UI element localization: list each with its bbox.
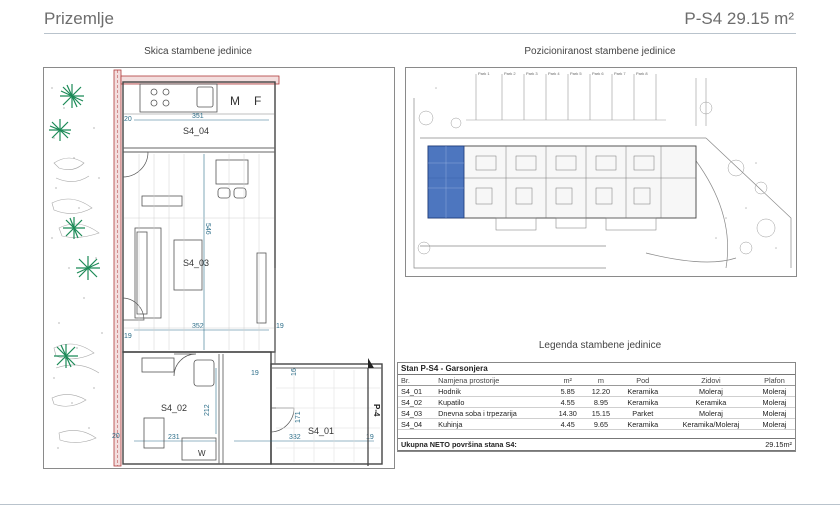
dim-20-bottom: 20 bbox=[112, 433, 120, 440]
wc-label: W bbox=[198, 449, 206, 458]
position-caption: Pozicioniranost stambene jedinice bbox=[524, 46, 676, 57]
cell-ceiling: Moleraj bbox=[754, 419, 795, 430]
cell-area: 5.85 bbox=[551, 386, 584, 397]
section-marker bbox=[368, 358, 381, 466]
tree-icons bbox=[49, 84, 100, 368]
dim-231: 231 bbox=[168, 434, 180, 441]
table-row bbox=[398, 397, 795, 408]
sketch-caption: Skica stambene jedinice bbox=[144, 46, 252, 57]
cell-purpose: Dnevna soba i trpezarija bbox=[435, 408, 551, 419]
cell-perimeter: 12.20 bbox=[584, 386, 617, 397]
total-row bbox=[398, 439, 795, 451]
dim-546: 546 bbox=[204, 223, 211, 235]
cell-number: S4_01 bbox=[398, 386, 435, 397]
cell-floor: Keramika bbox=[618, 386, 668, 397]
parking-label-8: Park 8 bbox=[636, 71, 648, 76]
cell-walls: Moleraj bbox=[668, 408, 754, 419]
svg-text:P-4: P-4 bbox=[372, 404, 381, 417]
dim-16: 16 bbox=[291, 368, 298, 376]
cell-ceiling: Moleraj bbox=[754, 408, 795, 419]
floor-plan-sketch bbox=[43, 67, 395, 469]
cell-perimeter: 15.15 bbox=[584, 408, 617, 419]
total-label: Ukupna NETO površina stana S4: bbox=[398, 439, 668, 451]
dim-351: 351 bbox=[192, 113, 204, 120]
cell-number: S4_04 bbox=[398, 419, 435, 430]
appliance-label-m: M bbox=[230, 94, 240, 108]
cell-floor: Parket bbox=[618, 408, 668, 419]
cell-floor: Keramika bbox=[618, 419, 668, 430]
parking-label-3: Park 3 bbox=[526, 71, 538, 76]
dim-19-bottom: 19 bbox=[366, 434, 374, 441]
room-label-s4-03: S4_03 bbox=[183, 258, 210, 268]
col-walls: Zidovi bbox=[668, 375, 754, 386]
parking-label-5: Park 5 bbox=[570, 71, 582, 76]
dim-332: 332 bbox=[289, 434, 301, 441]
table-row bbox=[398, 408, 795, 419]
cell-floor: Keramika bbox=[618, 397, 668, 408]
cell-area: 4.45 bbox=[551, 419, 584, 430]
page-title: Prizemlje bbox=[44, 9, 114, 28]
col-ceiling: Plafon bbox=[754, 375, 795, 386]
site-position-plan bbox=[405, 67, 797, 277]
cell-area: 4.55 bbox=[551, 397, 584, 408]
room-label-s4-01: S4_01 bbox=[308, 426, 335, 436]
appliance-label-f: F bbox=[254, 94, 262, 108]
room-label-s4-02: S4_02 bbox=[161, 403, 188, 413]
room-label-s4-04: S4_04 bbox=[183, 126, 210, 136]
table-row bbox=[398, 419, 795, 430]
floor-plan-drawing bbox=[44, 68, 394, 468]
col-floor: Pod bbox=[618, 375, 668, 386]
parking-label-7: Park 7 bbox=[614, 71, 626, 76]
header-divider bbox=[44, 33, 796, 34]
col-purpose: Namjena prostorije bbox=[435, 375, 551, 386]
cell-ceiling: Moleraj bbox=[754, 397, 795, 408]
legend-table-box bbox=[397, 362, 796, 452]
cell-number: S4_02 bbox=[398, 397, 435, 408]
cell-ceiling: Moleraj bbox=[754, 386, 795, 397]
dim-212: 212 bbox=[204, 404, 211, 416]
dim-20-top: 20 bbox=[124, 116, 132, 123]
parking-label-2: Park 2 bbox=[504, 71, 516, 76]
cell-walls: Keramika bbox=[668, 397, 754, 408]
site-plan-drawing bbox=[406, 68, 796, 276]
parking-label-4: Park 4 bbox=[548, 71, 560, 76]
dim-171: 171 bbox=[295, 411, 302, 423]
cell-walls: Keramika/Moleraj bbox=[668, 419, 754, 430]
cell-purpose: Kupatilo bbox=[435, 397, 551, 408]
dim-19-right: 19 bbox=[276, 323, 284, 330]
cell-purpose: Kuhinja bbox=[435, 419, 551, 430]
total-value: 29.15m² bbox=[668, 439, 795, 451]
legend-title: Stan P-S4 - Garsonjera bbox=[398, 363, 795, 375]
unit-code: P-S4 29.15 m² bbox=[684, 9, 794, 28]
dim-19-left: 19 bbox=[124, 333, 132, 340]
cell-walls: Moleraj bbox=[668, 386, 754, 397]
footer-divider bbox=[0, 504, 840, 505]
parking-label-1: Park 1 bbox=[478, 71, 490, 76]
dim-19-bath: 19 bbox=[251, 370, 259, 377]
cell-purpose: Hodnik bbox=[435, 386, 551, 397]
col-area: m² bbox=[551, 375, 584, 386]
cell-number: S4_03 bbox=[398, 408, 435, 419]
cell-perimeter: 8.95 bbox=[584, 397, 617, 408]
cell-area: 14.30 bbox=[551, 408, 584, 419]
parking-label-6: Park 6 bbox=[592, 71, 604, 76]
dim-352: 352 bbox=[192, 323, 204, 330]
legend-caption: Legenda stambene jedinice bbox=[538, 340, 662, 351]
table-row bbox=[398, 386, 795, 397]
col-perimeter: m bbox=[584, 375, 617, 386]
legend-table bbox=[398, 363, 795, 451]
cell-perimeter: 9.65 bbox=[584, 419, 617, 430]
col-number: Br. bbox=[398, 375, 435, 386]
